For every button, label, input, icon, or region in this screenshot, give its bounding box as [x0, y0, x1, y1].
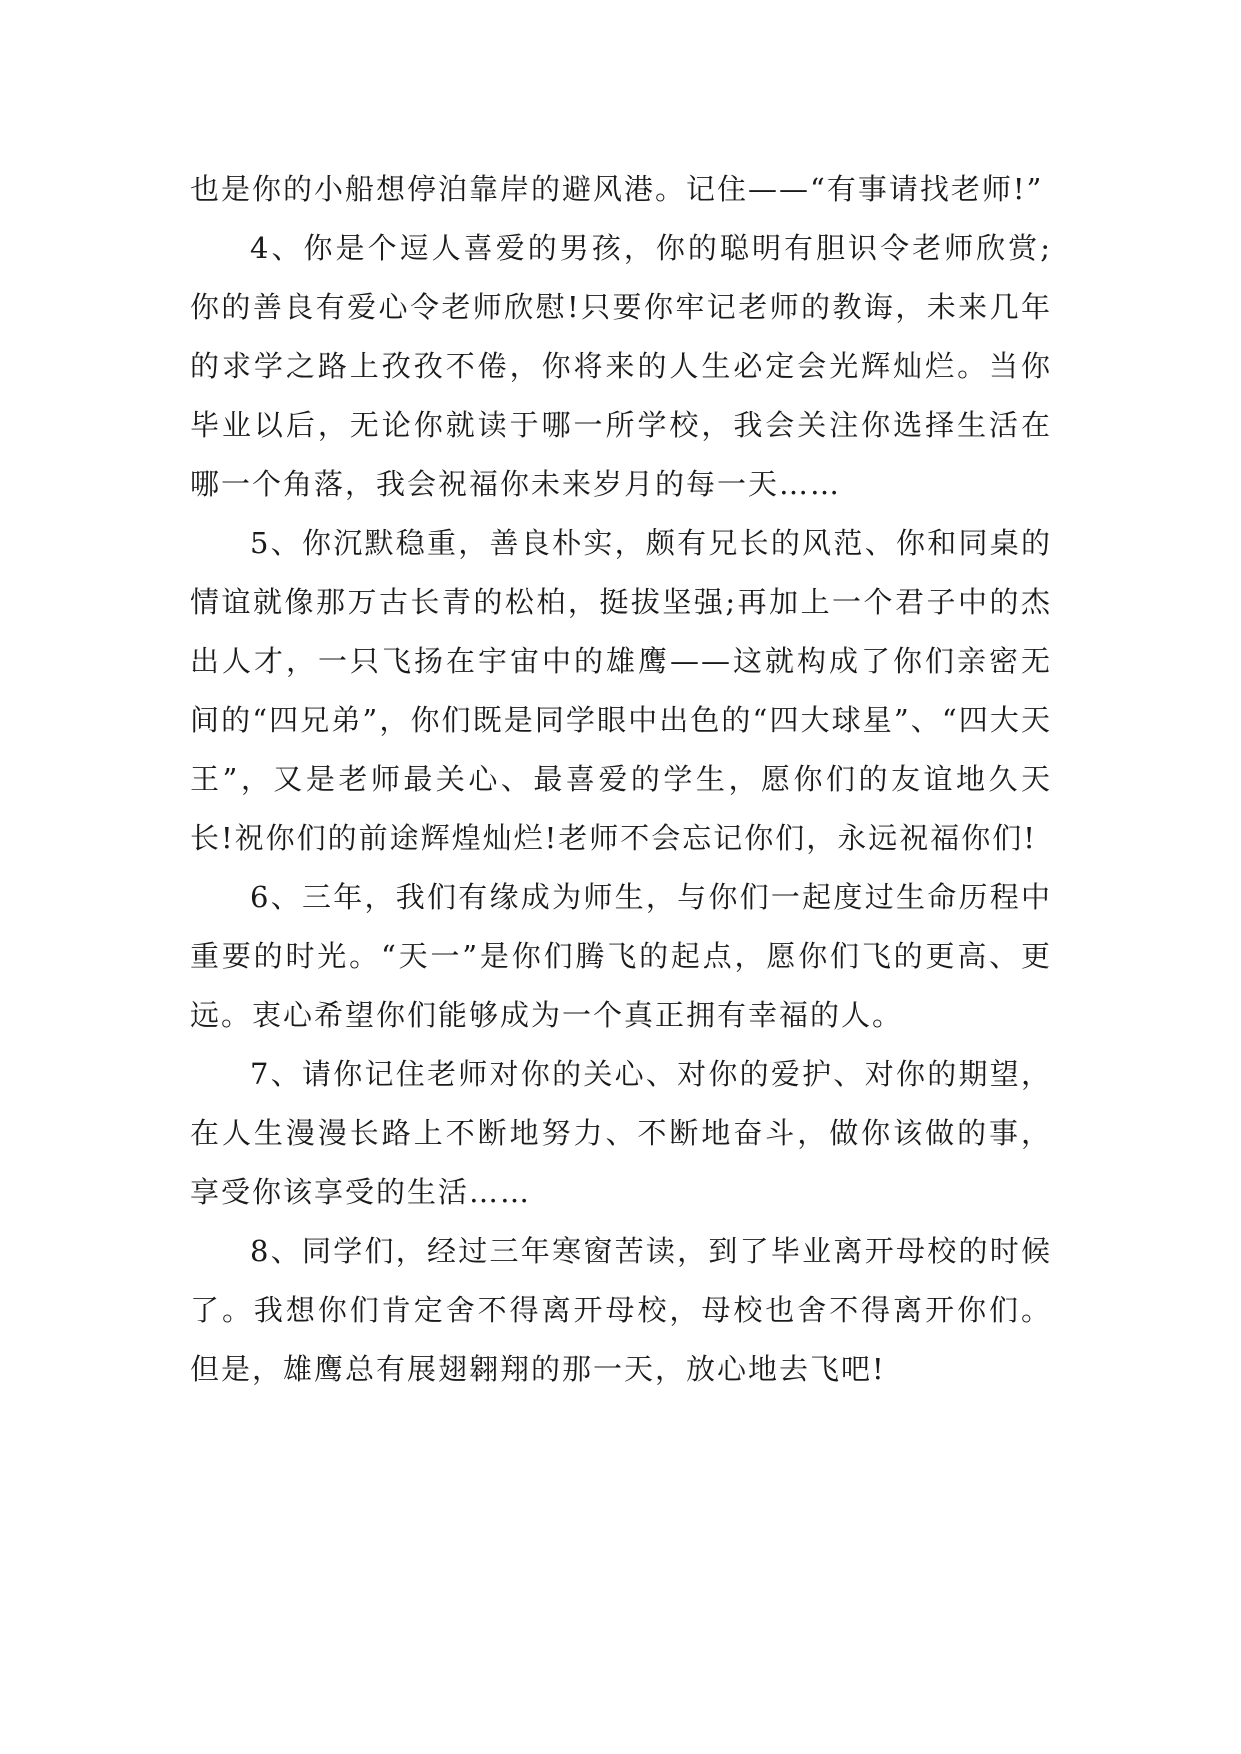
paragraph-item-4: 4、你是个逗人喜爱的男孩，你的聪明有胆识令老师欣赏;你的善良有爱心令老师欣慰!只要你牢记老师的教诲，未来几年的求学之路上孜孜不倦，你将来的人生必定会光辉灿烂。当你毕业以后，无论你就读于哪一所学校，我会关注你选择生活在哪一个角落，我会祝福你未来岁月的每一天…… [190, 231, 1052, 501]
paragraph-continuation: 也是你的小船想停泊靠岸的避风港。记住——“有事请找老师!” [190, 172, 1044, 206]
paragraph-item-7: 7、请你记住老师对你的关心、对你的爱护、对你的期望，在人生漫漫长路上不断地努力、不断地奋斗，做你该做的事，享受你该享受的生活…… [190, 1057, 1052, 1209]
paragraph-item-5: 5、你沉默稳重，善良朴实，颇有兄长的风范、你和同桌的情谊就像那万古长青的松柏，挺拔坚强;再加上一个君子中的杰出人才，一只飞扬在宇宙中的雄鹰——这就构成了你们亲密无间的“四兄弟”，你们既是同学眼中出色的“四大球星”、“四大天王”，又是老师最关心、最喜爱的学生，愿你们的友谊地久天长!祝你们的前途辉煌灿烂!老师不会忘记你们，永远祝福你们! [190, 526, 1052, 855]
document-body [190, 160, 1052, 1399]
paragraph-item-6: 6、三年，我们有缘成为师生，与你们一起度过生命历程中重要的时光。“天一”是你们腾飞的起点，愿你们飞的更高、更远。衷心希望你们能够成为一个真正拥有幸福的人。 [190, 880, 1052, 1032]
paragraph-item-8: 8、同学们，经过三年寒窗苦读，到了毕业离开母校的时候了。我想你们肯定舍不得离开母校，母校也舍不得离开你们。但是，雄鹰总有展翅翱翔的那一天，放心地去飞吧! [190, 1234, 1052, 1386]
